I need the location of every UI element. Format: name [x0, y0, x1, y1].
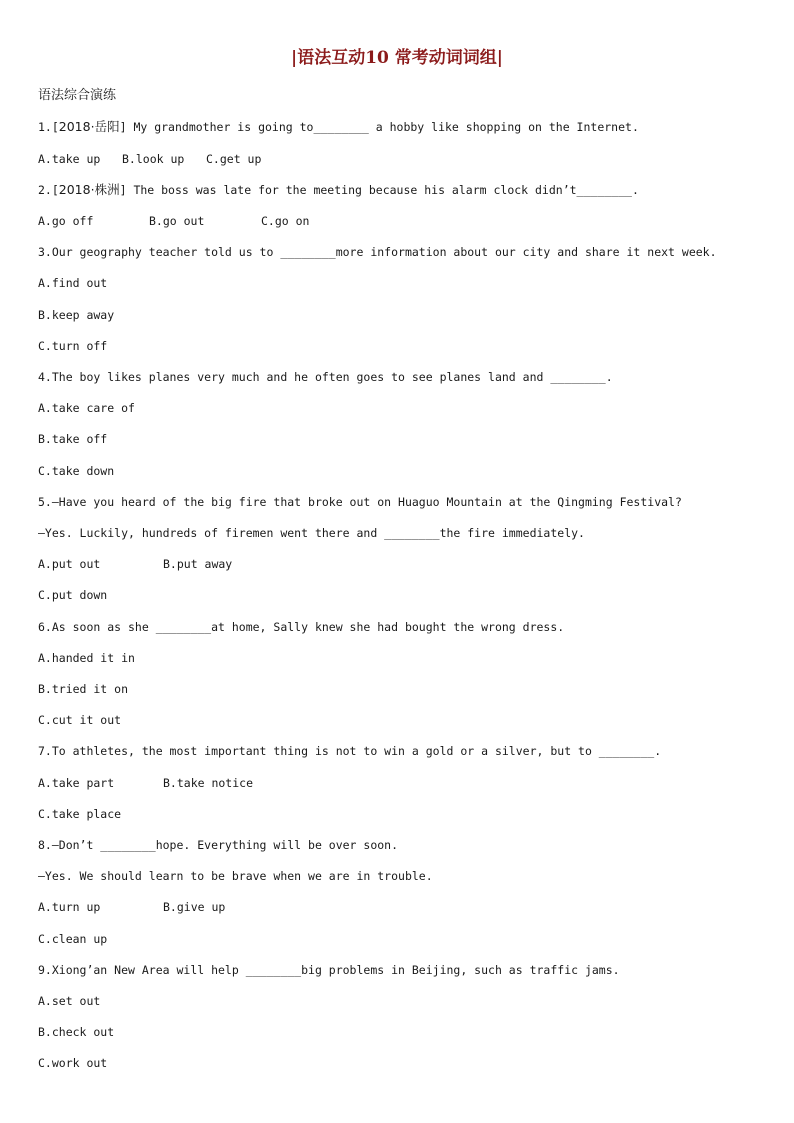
question-8-options [38, 899, 225, 915]
question-2-stem: 2.[2018·株洲] The boss was late for the meeting because his alarm clock didn’t________. [38, 182, 639, 197]
question-1-stem: 1.[2018·岳阳] My grandmother is going to________ a hobby like shopping on the Internet. [38, 119, 639, 134]
question-9-option-c[interactable]: C.work out [38, 1056, 108, 1070]
question-8-option-c[interactable]: C.clean up [38, 932, 108, 946]
option-a[interactable]: A.take up [38, 152, 101, 166]
question-3-option-b[interactable]: B.keep away [38, 308, 115, 322]
option-a[interactable]: A.put out [38, 557, 101, 571]
option-a[interactable]: A.take part [38, 776, 115, 790]
question-9-option-a[interactable]: A.set out [38, 994, 101, 1008]
title-text: 语法互动10 常考动词词组 [297, 48, 497, 68]
question-3-option-c[interactable]: C.turn off [38, 339, 108, 353]
question-4-option-c[interactable]: C.take down [38, 464, 115, 478]
option-b[interactable]: B.take notice [163, 776, 254, 790]
question-1-options [38, 151, 261, 167]
question-8-stem-reply: —Yes. We should learn to be brave when we are in trouble. [38, 869, 433, 883]
title-left-bar: | [291, 48, 298, 68]
question-4-stem: 4.The boy likes planes very much and he often goes to see planes land and ________. [38, 370, 613, 384]
question-4-option-a[interactable]: A.take care of [38, 401, 135, 415]
question-6-option-b[interactable]: B.tried it on [38, 682, 129, 696]
question-6-stem: 6.As soon as she ________at home, Sally knew she had bought the wrong dress. [38, 620, 565, 634]
section-label: 语法综合演练 [38, 88, 117, 103]
question-4-option-b[interactable]: B.take off [38, 432, 108, 446]
question-5-option-c[interactable]: C.put down [38, 588, 108, 602]
question-7-stem: 7.To athletes, the most important thing is not to win a gold or a silver, but to ________. [38, 744, 662, 758]
option-b[interactable]: B.look up [122, 152, 185, 166]
question-7-options [38, 775, 253, 791]
question-2-options [38, 213, 309, 229]
option-b[interactable]: B.go out [149, 214, 205, 228]
question-5-stem: 5.—Have you heard of the big fire that broke out on Huaguo Mountain at the Qingming Festival? [38, 495, 682, 509]
question-5-options [38, 556, 232, 572]
option-b[interactable]: B.give up [163, 900, 226, 914]
question-5-stem-reply: —Yes. Luckily, hundreds of firemen went there and ________the fire immediately. [38, 526, 585, 540]
question-3-option-a[interactable]: A.find out [38, 276, 108, 290]
question-9-stem: 9.Xiong’an New Area will help ________big problems in Beijing, such as traffic jams. [38, 963, 620, 977]
question-6-option-c[interactable]: C.cut it out [38, 713, 122, 727]
option-b[interactable]: B.put away [163, 557, 233, 571]
question-8-stem: 8.—Don’t ________hope. Everything will be over soon. [38, 838, 399, 852]
title-right-bar: | [496, 48, 503, 68]
page-title [0, 47, 794, 69]
question-7-option-c[interactable]: C.take place [38, 807, 122, 821]
option-c[interactable]: C.get up [206, 152, 262, 166]
question-3-stem: 3.Our geography teacher told us to ________more information about our city and share it next week. [38, 245, 717, 259]
option-a[interactable]: A.turn up [38, 900, 101, 914]
question-9-option-b[interactable]: B.check out [38, 1025, 115, 1039]
option-a[interactable]: A.go off [38, 214, 94, 228]
option-c[interactable]: C.go on [261, 214, 310, 228]
question-6-option-a[interactable]: A.handed it in [38, 651, 135, 665]
